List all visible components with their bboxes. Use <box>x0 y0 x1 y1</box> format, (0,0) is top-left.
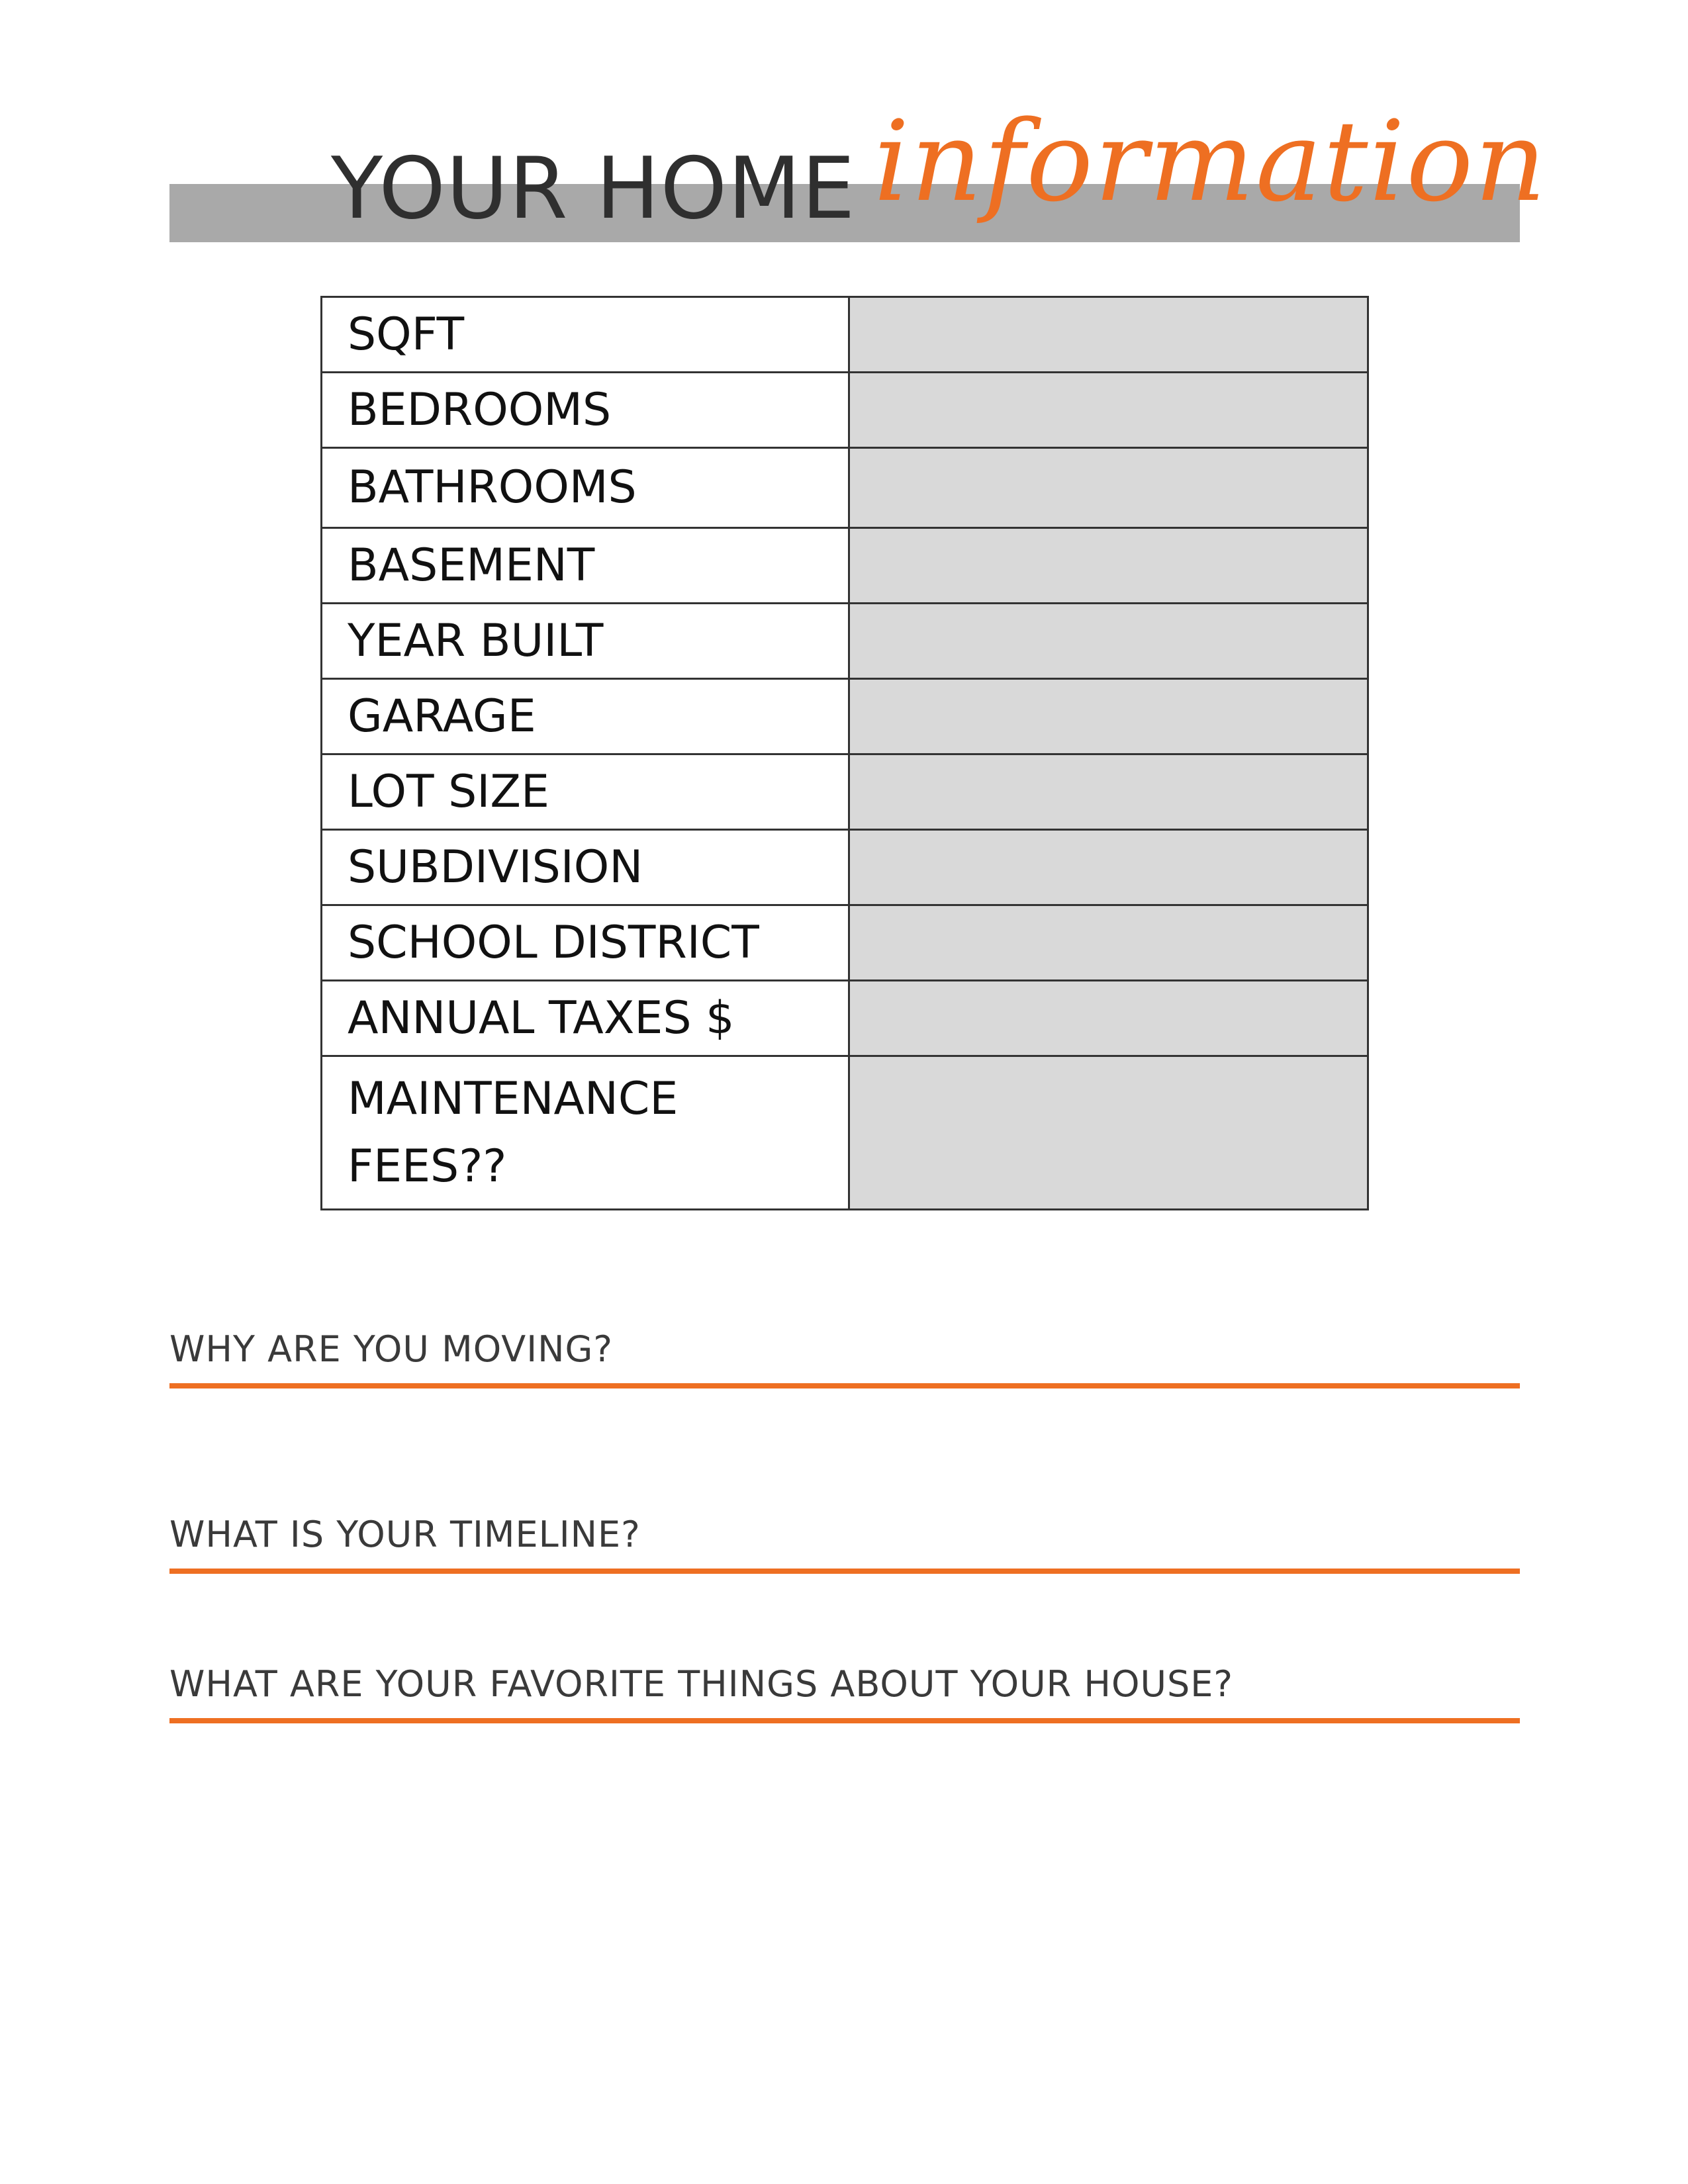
row-label-sqft: SQFT <box>322 297 849 373</box>
row-value-maintenance-fees[interactable] <box>849 1056 1368 1210</box>
row-label-garage: GARAGE <box>322 679 849 754</box>
row-label-maintenance-fees: MAINTENANCE FEES?? <box>322 1056 849 1210</box>
row-label-annual-taxes: ANNUAL TAXES $ <box>322 981 849 1056</box>
table-row <box>322 830 1368 905</box>
row-value-subdivision[interactable] <box>849 830 1368 905</box>
row-label-lot-size: LOT SIZE <box>322 754 849 830</box>
row-label-year-built: YEAR BUILT <box>322 604 849 679</box>
table-row <box>322 679 1368 754</box>
row-value-garage[interactable] <box>849 679 1368 754</box>
row-label-bedrooms: BEDROOMS <box>322 373 849 448</box>
page-title: YOUR HOME <box>331 140 856 238</box>
table-row <box>322 1056 1368 1210</box>
row-value-school-district[interactable] <box>849 905 1368 981</box>
row-label-bathrooms: BATHROOMS <box>322 448 849 528</box>
page-title-script: information <box>874 97 1548 226</box>
row-value-bedrooms[interactable] <box>849 373 1368 448</box>
table-row <box>322 448 1368 528</box>
question-favorite-things <box>169 1663 1520 1723</box>
table-row <box>322 373 1368 448</box>
table-row <box>322 604 1368 679</box>
question-timeline <box>169 1514 1520 1574</box>
answer-line[interactable] <box>169 1569 1520 1574</box>
row-value-bathrooms[interactable] <box>849 448 1368 528</box>
row-label-school-district: SCHOOL DISTRICT <box>322 905 849 981</box>
table-row <box>322 754 1368 830</box>
row-value-year-built[interactable] <box>849 604 1368 679</box>
row-value-lot-size[interactable] <box>849 754 1368 830</box>
table-row <box>322 528 1368 604</box>
question-why-moving <box>169 1328 1520 1388</box>
table-row <box>322 297 1368 373</box>
question-text: WHY ARE YOU MOVING? <box>169 1328 614 1370</box>
home-info-table <box>320 296 1369 1210</box>
answer-line[interactable] <box>169 1383 1520 1388</box>
row-value-sqft[interactable] <box>849 297 1368 373</box>
row-value-basement[interactable] <box>849 528 1368 604</box>
row-value-annual-taxes[interactable] <box>849 981 1368 1056</box>
row-label-subdivision: SUBDIVISION <box>322 830 849 905</box>
table-row <box>322 981 1368 1056</box>
row-label-basement: BASEMENT <box>322 528 849 604</box>
table-row <box>322 905 1368 981</box>
question-text: WHAT ARE YOUR FAVORITE THINGS ABOUT YOUR HOUSE? <box>169 1663 1234 1705</box>
question-text: WHAT IS YOUR TIMELINE? <box>169 1514 641 1555</box>
answer-line[interactable] <box>169 1718 1520 1723</box>
